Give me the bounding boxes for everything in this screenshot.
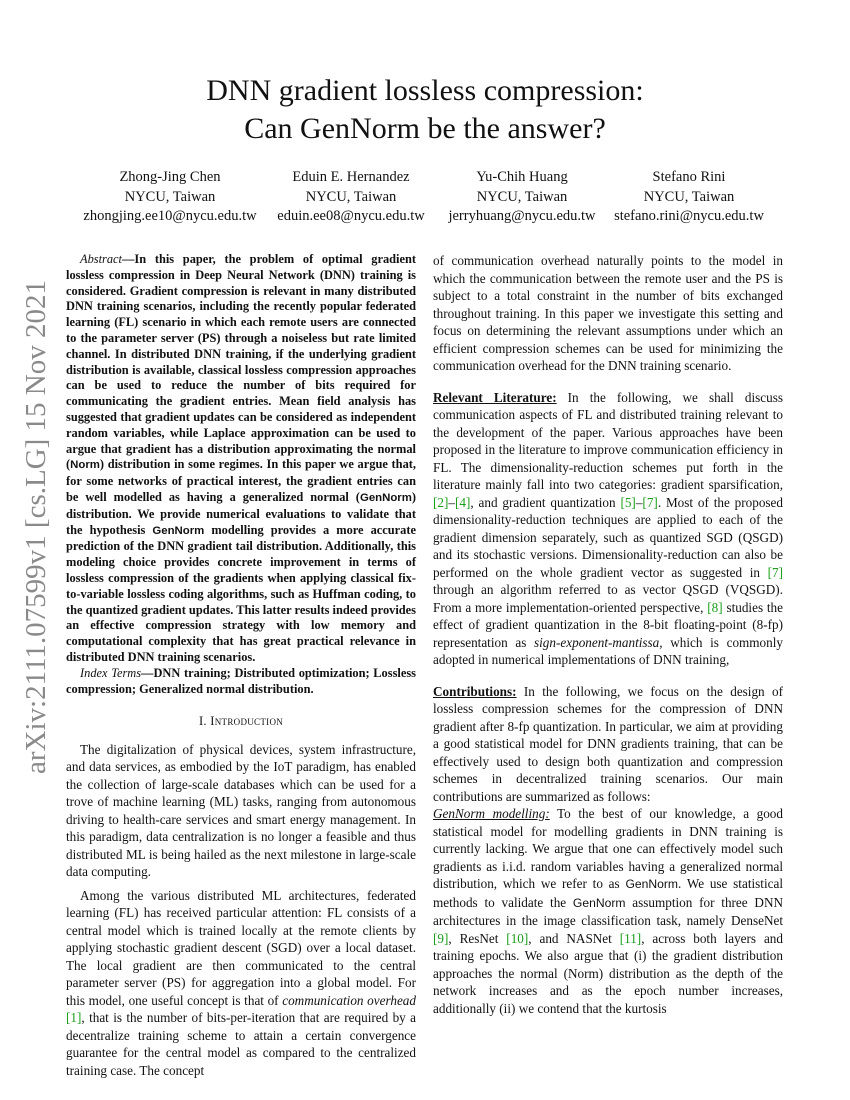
- citation-link[interactable]: [7]: [642, 494, 658, 510]
- author-block-1: [65, 168, 275, 227]
- emphasis: sign-exponent-mantissa: [534, 634, 660, 650]
- author-name: Eduin E. Hernandez: [292, 169, 410, 185]
- title-line-1: DNN gradient lossless compression:: [206, 74, 644, 107]
- relevant-literature-paragraph: Relevant Literature: In the following, we shall discuss communication aspects of FL and distributed training relevant to the development of the paper. Various approaches have been proposed in the literature to improve communication efficiency in FL. The dimensionality-reduction schemes put forth in the literature mainly fall into two categories: gradient sparsification, [2]–[4], and gradient quantization [5]–[7]. Most of the proposed dimensionality-reduction techniques are applied to each of the gradient dimension separately, such as quantized SGD (QSGD) and its stochastic versions. Dimensionality-reduction can also be performed on the whole gradient vector as suggested in [7] through an algorithm referred to as vector QSGD (VQSGD). From a more implementation-oriented perspective, [8] studies the effect of gradient quantization in the 8-bit floating-point (8-fp) representation as sign-exponent-mantissa, which is commonly adopted in numerical implementations of DNN training,: [433, 389, 784, 667]
- arxiv-stamp-text: arXiv:2111.07599v1 [cs.LG] 15 Nov 2021: [20, 280, 52, 775]
- author-affiliation: NYCU, Taiwan: [305, 188, 397, 205]
- right-column: [433, 252, 783, 1017]
- author-name: Yu-Chih Huang: [476, 169, 568, 185]
- author-affiliation: NYCU, Taiwan: [643, 188, 735, 205]
- left-column: [66, 252, 416, 1079]
- citation-link[interactable]: [5]: [620, 494, 636, 510]
- abstract-label: Abstract: [80, 252, 122, 266]
- gennorm-term: GenNorm: [572, 895, 626, 910]
- author-email: zhongjing.ee10@nycu.edu.tw: [83, 208, 257, 224]
- author-affiliation: NYCU, Taiwan: [124, 188, 216, 205]
- section-heading-introduction: I. Introduction: [198, 714, 284, 729]
- citation-link[interactable]: [2]: [433, 494, 449, 510]
- paragraph-heading: Contributions:: [433, 683, 517, 699]
- emphasis: communication overhead: [282, 992, 416, 1008]
- index-terms-label: Index Terms: [80, 665, 142, 680]
- citation-link[interactable]: [11]: [619, 930, 642, 946]
- index-terms: Index Terms—DNN training; Distributed optimization; Lossless compression; Generalized normal distribution.: [66, 665, 416, 696]
- intro-paragraph-1: The digitalization of physical devices, system infrastructure, and data services, as embodied by the IoT paradigm, has enabled the collection of large-scale databases which can be used for a trove of machine learning (ML) tasks, ranging from autonomous driving to health-care services and smart energy management. In this paradigm, data centralization is no longer a feasible and thus distributed ML is being hailed as the next milestone in large-scale data computing.: [66, 741, 416, 880]
- citation-link[interactable]: [10]: [506, 930, 529, 946]
- citation-link[interactable]: [8]: [707, 599, 723, 615]
- arxiv-identifier-stamp: [14, 262, 58, 792]
- contributions-paragraph: Contributions: In the following, we focus on the design of lossless compression schemes for the compression of DNN gradient after 8-fp quantization. In particular, we aim at providing a good statistical model for DNN gradients training, that can be effectively used to design both quantization and compression schemes in decentralized training scenarios. Our main contributions are summarized as follows:: [433, 683, 783, 804]
- intro-paragraph-2: Among the various distributed ML architectures, federated learning (FL) has received particular attention: FL consists of a central model which is trained locally at the remote clients by applying stochastic gradient descent (SGD) over a local dataset. The local gradient are then communicated to the central parameter server (PS) for aggregation into a global model. For this model, one useful concept is that of communication overhead [1], that is the number of bits-per-iteration that are required by a decentralize training scheme to attain a certain convergence guarantee for the central model as compared to the centralized training case. The concept: [66, 887, 416, 1078]
- author-name: Stefano Rini: [652, 169, 726, 185]
- citation-link[interactable]: [7]: [767, 564, 783, 580]
- citation-link[interactable]: [4]: [454, 494, 471, 510]
- abstract: Abstract—In this paper, the problem of optimal gradient lossless compression in Deep Neural Network (DNN) training is considered. Gradient compression is relevant in many distributed DNN training scenarios, including the recently popular federated learning (FL) scenario in which each remote users are connected to the parameter server (PS) through a noiseless but rate limited channel. In distributed DNN training, if the underlying gradient distribution is available, classical lossless compression approaches can be used to reduce the number of bits required for communicating the gradient entries. Mean field analysis has suggested that gradient updates can be considered as independent random variables, while Laplace approximation can be used to argue that gradient has a distribution approximating the normal (Norm) distribution in some regimes. In this paper we argue that, for some networks of practical interest, the gradient entries can be well modelled as having a generalized normal (GenNorm) distribution. We provide numerical evaluations to validate that the hypothesis GenNorm modelling provides a more accurate prediction of the DNN gradient tail distribution. Additionally, this modeling choice provides concrete improvement in terms of lossless compression of the gradients when applying classical fix-to-variable lossless coding algorithms, such as Huffman coding, to the quantized gradient updates. This latter results indeed provides an effective compression strategy with low memory and computational complexity that has great practical relevance in distributed DNN training scenarios.: [66, 252, 416, 664]
- gennorm-term: GenNorm: [625, 877, 678, 891]
- paper-title: [60, 72, 790, 148]
- gennorm-modelling-paragraph: GenNorm modelling: To the best of our knowledge, a good statistical model for modelling gradients in DNN training is currently lacking. We argue that one can effectively model such gradients as i.i.d. random variables having a generalized normal distribution, which we refer to as GenNorm. We use statistical methods to validate the GenNorm assumption for three DNN architectures in the image classification task, namely DenseNet [9], ResNet [10], and NASNet [11], across both layers and training epochs. We also argue that (i) the gradient distribution approaches the normal (Norm) distribution as the depth of the network increases and as the epoch number increases, additionally (ii) we contend that the kurtosis: [433, 806, 783, 1016]
- title-line-2: Can GenNorm be the answer?: [244, 112, 606, 145]
- author-email: jerryhuang@nycu.edu.tw: [448, 208, 596, 224]
- paragraph-heading: Relevant Literature:: [433, 389, 557, 405]
- author-email: stefano.rini@nycu.edu.tw: [614, 208, 764, 224]
- paragraph-heading: GenNorm modelling:: [433, 806, 550, 821]
- citation-link[interactable]: [9]: [433, 930, 449, 946]
- norm-term: Norm: [70, 459, 100, 472]
- gennorm-term: GenNorm: [359, 491, 412, 504]
- author-affiliation: NYCU, Taiwan: [476, 188, 568, 205]
- continued-paragraph: of communication overhead naturally points to the model in which the communication between the remote user and the PS is subject to a total constraint in the number of bits exchanged throughout training. In this paper we investigate this setting and focus on determining the relevant assumptions under which an efficient compression schemes can be used for minimizing the communication overhead for the DNN training scenario.: [433, 253, 783, 373]
- author-name: Zhong-Jing Chen: [119, 169, 221, 185]
- author-email: eduin.ee08@nycu.edu.tw: [277, 208, 425, 224]
- gennorm-term: GenNorm: [152, 524, 205, 537]
- author-block-4: [584, 168, 794, 227]
- citation-link[interactable]: [1]: [66, 1010, 82, 1026]
